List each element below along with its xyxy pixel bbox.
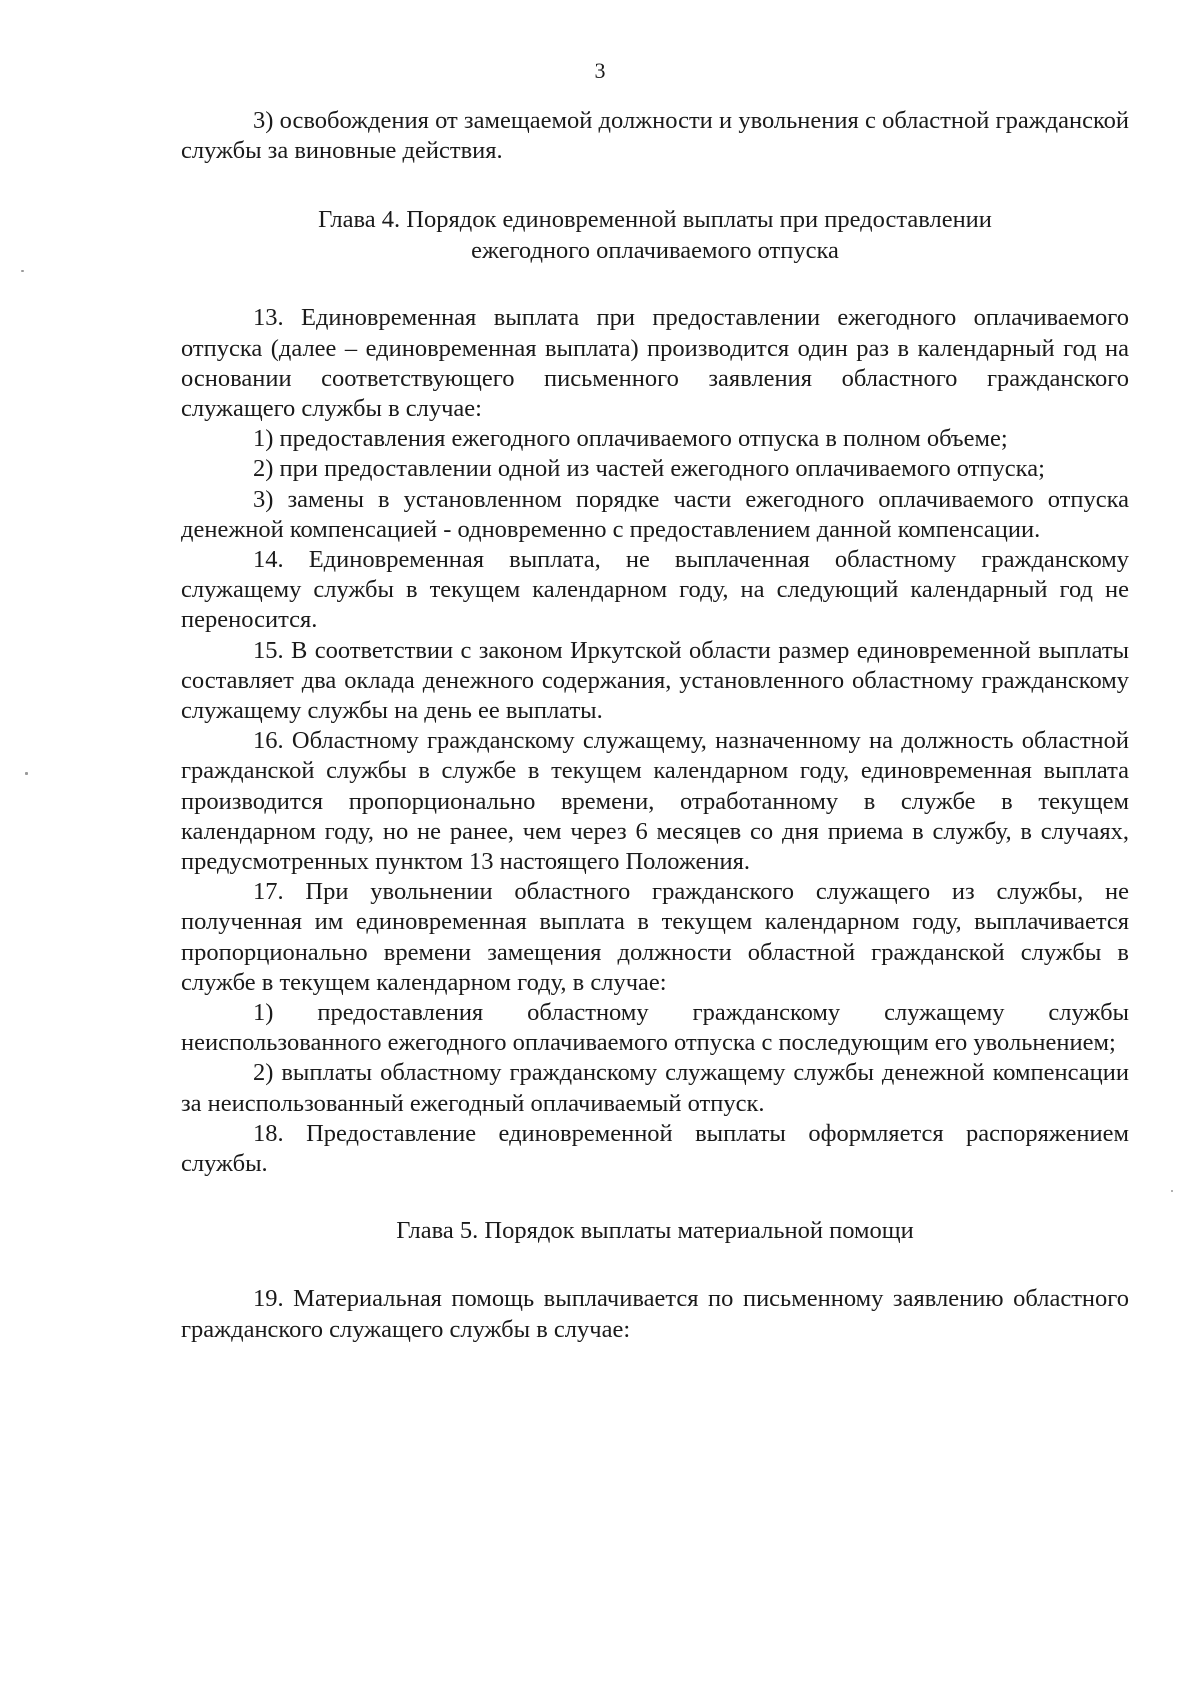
paragraph-13-item-3: 3) замены в установленном порядке части ежегодного оплачиваемого отпуска денежной компенсацией - одновременно с предоставлением данной компенсации. xyxy=(181,485,1129,543)
paragraph-17-item-2: 2) выплаты областному гражданскому служащему службы денежной компенсации за неиспользованный ежегодный оплачиваемый отпуск. xyxy=(181,1059,1129,1117)
chapter-4-heading-line-2: ежегодного оплачиваемого отпуска xyxy=(471,237,839,265)
paragraph-15: 15. В соответствии с законом Иркутской области размер единовременной выплаты составляет два оклада денежного содержания, установленного областному гражданскому служащему службы на день ее выплаты. xyxy=(181,636,1129,725)
spacer xyxy=(181,1179,1129,1215)
paragraph-18: 18. Предоставление единовременной выплаты оформляется распоряжением службы. xyxy=(181,1119,1129,1178)
spacer xyxy=(181,166,1129,204)
paragraph-13-item-2: 2) при предоставлении одной из частей ежегодного оплачиваемого отпуска; xyxy=(253,455,1045,483)
page-number: 3 xyxy=(594,58,606,83)
paragraph-17: 17. При увольнении областного гражданского служащего из службы, не полученная им единовременная выплата в текущем календарном году, выплачивается пропорционально времени замещения должности областной гражданской службы в службе в текущем календарном году, в случае: xyxy=(181,878,1129,996)
chapter-4-heading-line-1: Глава 4. Порядок единовременной выплаты при предоставлении xyxy=(318,206,992,234)
scan-artifact-mark xyxy=(1171,1190,1173,1192)
paragraph-17-item-1: 1) предоставления областному гражданскому служащему службы неиспользованного ежегодного оплачиваемого отпуска с последующим его увольнением; xyxy=(181,999,1129,1057)
paragraph-12-item-3: 3) освобождения от замещаемой должности и увольнения с областной гражданской службы за виновные действия. xyxy=(181,107,1129,165)
scan-artifact-mark xyxy=(25,772,28,775)
paragraph-13: 13. Единовременная выплата при предоставлении ежегодного оплачиваемого отпуска (далее – единовременная выплата) производится один раз в календарный год на основании соответствующего письменного заявления областного гражданского служащего службы в случае: xyxy=(181,304,1129,423)
paragraph-14: 14. Единовременная выплата, не выплаченная областному гражданскому служащему службы в текущем календарном году, на следующий календарный год не переносится. xyxy=(181,546,1129,634)
spacer xyxy=(181,266,1129,303)
document-body xyxy=(181,106,1129,1345)
paragraph-19: 19. Материальная помощь выплачивается по письменному заявлению областного гражданского служащего службы в случае: xyxy=(181,1285,1129,1343)
paragraph-16: 16. Областному гражданскому служащему, назначенному на должность областной гражданской службы в службе в текущем календарном году, единовременная выплата производится пропорционально времени, отработанному в службе в текущем календарном году, но не ранее, чем через 6 месяцев со дня приема в службу, в случаях, предусмотренных пунктом 13 настоящего Положения. xyxy=(181,727,1129,876)
paragraph-13-item-1: 1) предоставления ежегодного оплачиваемого отпуска в полном объеме; xyxy=(253,425,1008,453)
chapter-5-heading: Глава 5. Порядок выплаты материальной помощи xyxy=(396,1217,914,1245)
scan-artifact-mark xyxy=(21,270,24,272)
spacer xyxy=(181,1246,1129,1284)
